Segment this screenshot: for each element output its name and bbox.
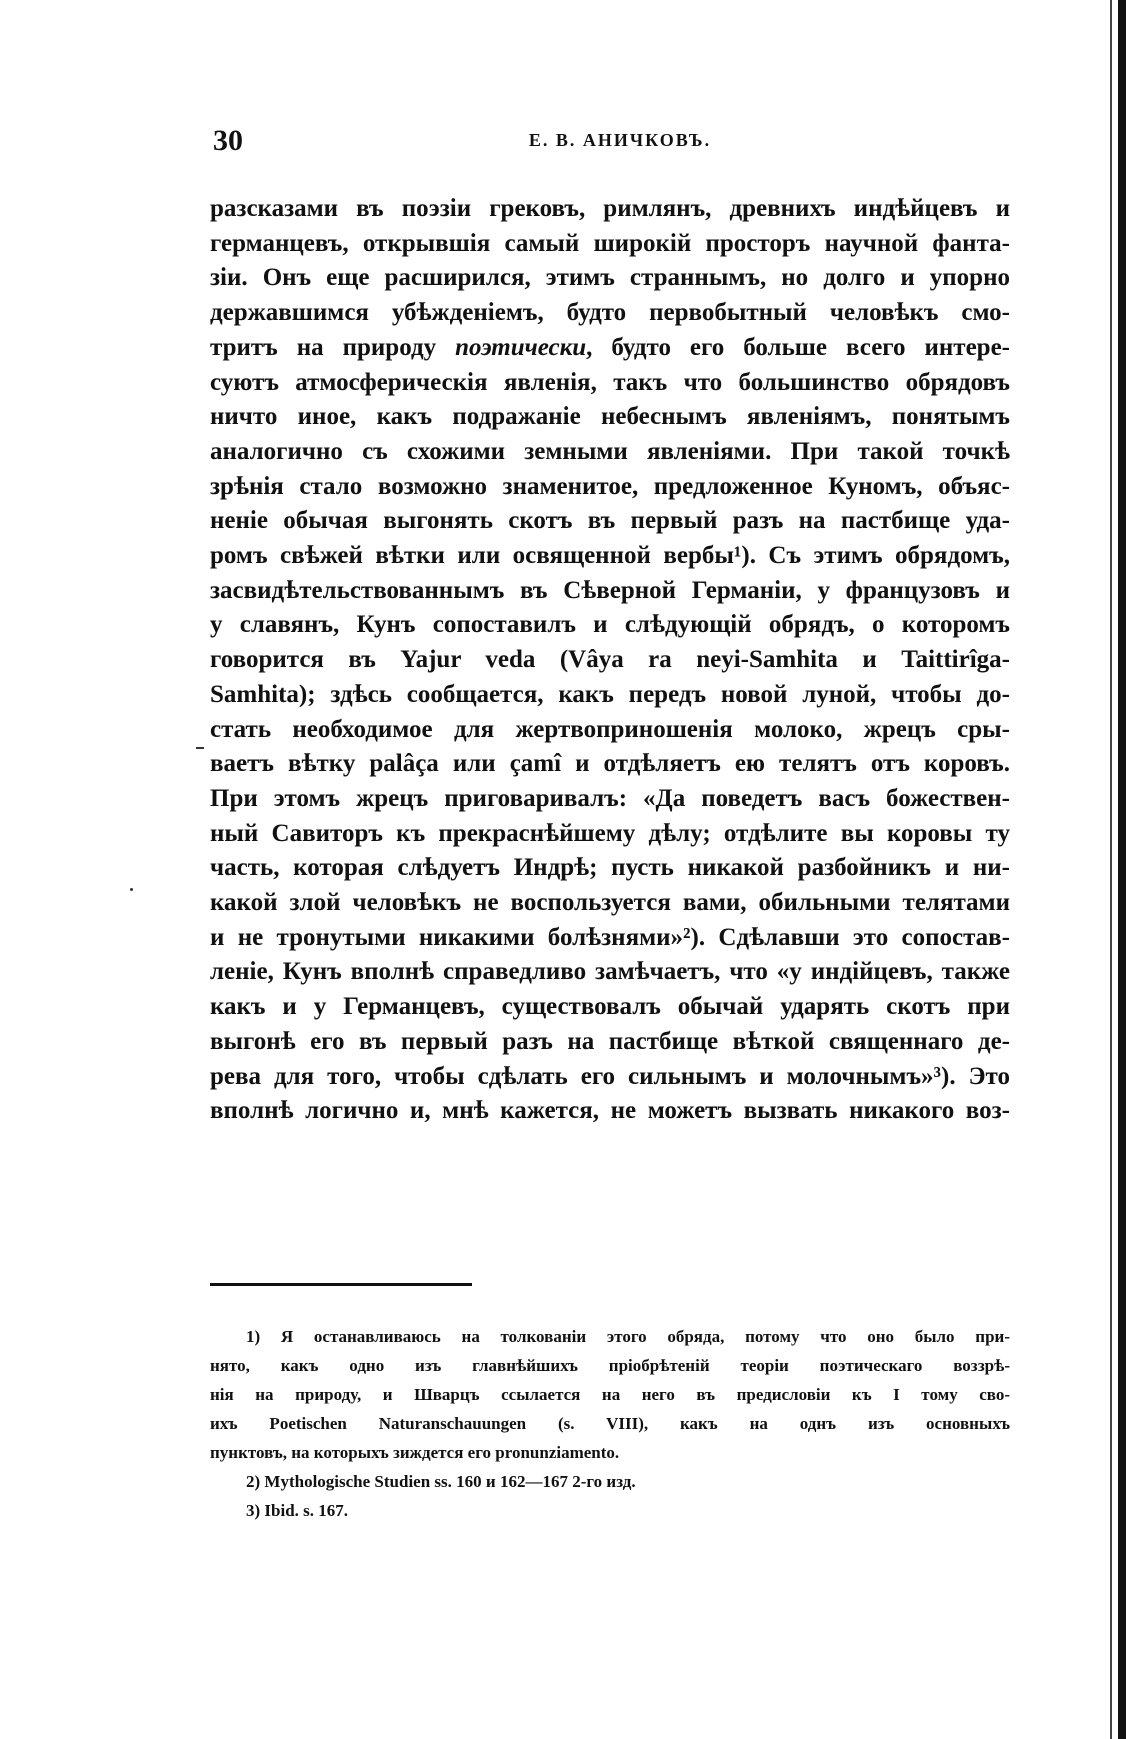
text-line: у славянъ, Кунъ сопоставилъ и слѣдующій обрядъ, о которомъ <box>210 611 1010 639</box>
text-line: Samhita); здѣсь сообщается, какъ передъ новой луной, чтобы до- <box>210 680 1010 708</box>
text-line: разсказами въ поэзіи грековъ, римлянъ, древнихъ индѣйцевъ и <box>210 195 1010 222</box>
text-line: какой злой человѣкъ не воспользуется вами, обильными телятами <box>210 889 1010 917</box>
margin-mark <box>196 747 204 749</box>
footnote-1-line: нято, какъ одно изъ главнѣйшихъ пріобрѣтеній теоріи поэтическаго воззрѣ- <box>210 1356 1010 1375</box>
text-line: стать необходимое для жертвоприношенія молоко, жрецъ сры- <box>210 715 1010 743</box>
text-line: засвидѣтельствованнымъ въ Сѣверной Германіи, у французовъ и <box>210 576 1010 604</box>
page-edge-line <box>1110 0 1112 1739</box>
text-line: аналогично съ схожими земными явленіями. При такой точкѣ <box>210 437 1010 465</box>
footnote-3: 3) Ibid. s. 167. <box>246 1501 349 1520</box>
text-line: тритъ на природу поэтически, будто его больше всего интере- <box>210 333 1010 361</box>
page-number: 30 <box>213 124 243 157</box>
footnote-1-line: 1) Я останавливаюсь на толкованіи этого обряда, потому что оно было при- <box>246 1327 1010 1346</box>
text-line: зрѣнія стало возможно знаменитое, предложенное Куномъ, объяс- <box>210 472 1010 500</box>
text-line: ваетъ вѣтку palâça или çamî и отдѣляетъ ею телятъ отъ коровъ. <box>210 750 1010 778</box>
text-line: зіи. Онъ еще расширился, этимъ страннымъ, но долго и упорно <box>210 264 1010 292</box>
text-line: ничто иное, какъ подражаніе небеснымъ явленіямъ, понятымъ <box>210 403 1010 431</box>
page-edge-shadow <box>1118 0 1126 1739</box>
footnotes <box>210 1322 1010 1525</box>
text-line: суютъ атмосферическія явленія, такъ что большинство обрядовъ <box>210 368 1010 396</box>
text-line: вполнѣ логично и, мнѣ кажется, не можетъ вызвать никакого воз- <box>210 1097 1010 1125</box>
footnote-1-line: ихъ Poetischen Naturanschauungen (s. VIII), какъ на однъ изъ основныхъ <box>210 1414 1010 1433</box>
text-line: говорится въ Yajur veda (Vâya ra neyi-Samhita и Taittirîga- <box>210 646 1010 674</box>
text-line: леніе, Кунъ вполнѣ справедливо замѣчаетъ, что «у индійцевъ, также <box>210 958 1010 986</box>
text-line: ный Савиторъ къ прекраснѣйшему дѣлу; отдѣлите вы коровы ту <box>210 819 1010 847</box>
text-line: При этомъ жрецъ приговаривалъ: «Да поведетъ васъ божествен- <box>210 784 1010 812</box>
text-line: рева для того, чтобы сдѣлать его сильнымъ и молочнымъ»³). Это <box>210 1062 1010 1090</box>
body-text <box>210 192 1010 1129</box>
text-line: и не тронутыми никакими болѣзнями»²). Сдѣлавши это сопостав- <box>210 923 1010 951</box>
footnote-2: 2) Mythologische Studien ss. 160 и 162—167 2-го изд. <box>246 1472 636 1491</box>
margin-speck <box>130 888 133 891</box>
text-line: часть, которая слѣдуетъ Индрѣ; пусть никакой разбойникъ и ни- <box>210 854 1010 882</box>
text-line: какъ и у Германцевъ, существовалъ обычай ударять скотъ при <box>210 993 1010 1021</box>
emphasis: поэтически <box>455 333 587 361</box>
footnote-1-line: пунктовъ, на которыхъ зиждется его pronunziamento. <box>210 1443 620 1462</box>
text-line: ромъ свѣжей вѣтки или освященной вербы¹). Съ этимъ обрядомъ, <box>210 542 1010 570</box>
text-line: державшимся убѣжденіемъ, будто первобытный человѣкъ смо- <box>210 299 1010 327</box>
text-line: германцевъ, открывшія самый широкій просторъ научной фанта- <box>210 229 1010 257</box>
footnote-1-line: нія на природу, и Шварцъ ссылается на него въ предисловіи къ I тому сво- <box>210 1385 1010 1404</box>
text-line: неніе обычая выгонять скотъ въ первый разъ на пастбище уда- <box>210 507 1010 535</box>
running-head: Е. В. АНИЧКОВЪ. <box>528 130 712 150</box>
text-line: выгонѣ его въ первый разъ на пастбище вѣткой священнаго де- <box>210 1027 1010 1055</box>
footnote-rule <box>210 1283 472 1286</box>
